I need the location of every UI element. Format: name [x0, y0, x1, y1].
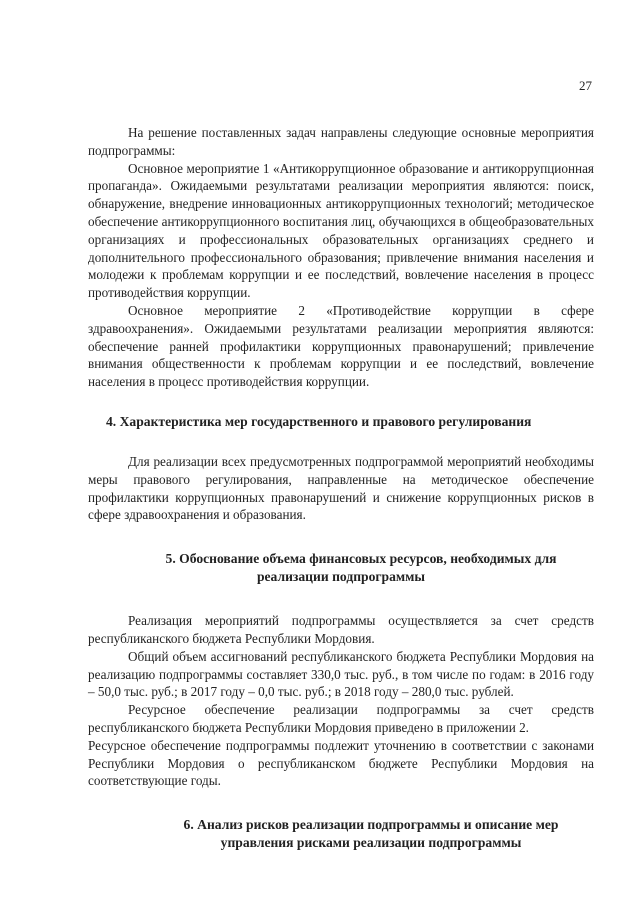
- paragraph: Ресурсное обеспечение подпрограммы подлежит уточнению в соответствии с законами Республики Мордовия о республиканском бюджете Республики Мордовия на соответствующие годы.: [88, 737, 594, 789]
- section-heading-4: 4. Характеристика мер государственного и правового регулирования: [106, 413, 532, 429]
- paragraph: Основное мероприятие 2 «Противодействие коррупции в сфере здравоохранения». Ожидаемыми результатами реализации мероприятия являются: обеспечение ранней профилактики коррупционных правонарушений; привлечение внимания общественности к проблемам коррупции и ее последствий, вовлечение населения в процесс противодействия коррупции.: [88, 302, 594, 390]
- paragraph: Ресурсное обеспечение реализации подпрограммы за счет средств республиканского бюджета Республики Мордовия приведено в приложении 2.: [88, 702, 594, 735]
- section-heading-5-line1: 5. Обоснование объема финансовых ресурсов, необходимых для: [165, 551, 557, 567]
- paragraph: Реализация мероприятий подпрограммы осуществляется за счет средств республиканского бюджета Республики Мордовия.: [88, 613, 594, 646]
- page-number: 27: [579, 78, 592, 93]
- section-heading-6-line2: управления рисками реализации подпрограммы: [220, 835, 522, 851]
- section-heading-6-line1: 6. Анализ рисков реализации подпрограммы и описание мер: [183, 817, 559, 833]
- section-heading-5-line2: реализации подпрограммы: [256, 569, 426, 585]
- paragraph: Основное мероприятие 1 «Антикоррупционное образование и антикоррупционная пропаганда». Ожидаемыми результатами реализации мероприятия являются: поиск, обнаружение, внедрение инновационных антикоррупционных технологий; методическое обеспечение антикоррупционного воспитания лиц, обучающихся в общеобразовательных организациях и профессиональных образовательных организациях среднего и дополнительного профессионального образования; привлечение внимания населения и молодежи к проблемам коррупции и ее последствий, вовлечение населения в процесс противодействия коррупции.: [88, 160, 594, 301]
- document-body: [88, 124, 594, 852]
- paragraph: Общий объем ассигнований республиканского бюджета Республики Мордовия на реализацию подпрограммы составляет 330,0 тыс. руб., в том числе по годам: в 2016 году – 50,0 тыс. руб.; в 2017 году – 0,0 тыс. руб.; в 2018 году – 280,0 тыс. рублей.: [88, 648, 594, 700]
- paragraph: Для реализации всех предусмотренных подпрограммой мероприятий необходимы меры правового регулирования, направленные на методическое обеспечение профилактики коррупционных правонарушений и снижение коррупционных рисков в сфере здравоохранения и образования.: [88, 453, 594, 523]
- paragraph: На решение поставленных задач направлены следующие основные мероприятия подпрограммы:: [88, 125, 594, 158]
